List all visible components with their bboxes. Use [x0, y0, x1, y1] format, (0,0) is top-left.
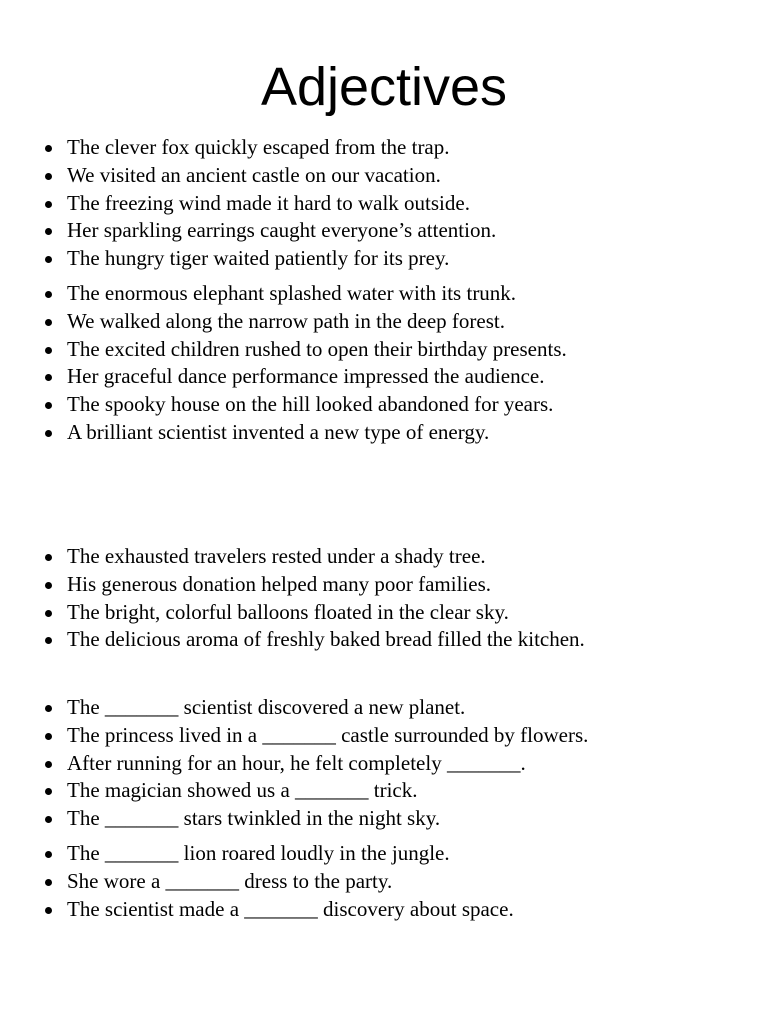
bullet-icon	[45, 788, 52, 795]
list-item-text: A brilliant scientist invented a new type of energy.	[67, 419, 490, 444]
list-item-text: Her sparkling earrings caught everyone’s attention.	[67, 218, 497, 243]
list-item	[0, 840, 514, 868]
bullet-icon	[45, 347, 52, 354]
list-item-text: His generous donation helped many poor families.	[67, 571, 491, 596]
list-item-text: The magician showed us a _______ trick.	[67, 778, 418, 803]
page-title: Adjectives	[260, 57, 508, 117]
list-item	[0, 245, 496, 273]
list-item	[0, 896, 514, 924]
list-item-text: The _______ stars twinkled in the night sky.	[67, 806, 441, 831]
bullet-icon	[45, 374, 52, 381]
bullet-icon	[45, 554, 52, 561]
bullet-icon	[45, 582, 52, 589]
bullet-icon	[45, 201, 52, 208]
list-item-text: We walked along the narrow path in the deep forest.	[67, 308, 505, 333]
list-item	[0, 750, 588, 778]
list-item	[0, 162, 496, 190]
list-item	[0, 868, 514, 896]
bullet-icon	[45, 907, 52, 914]
bullet-icon	[45, 610, 52, 617]
list-item	[0, 694, 588, 722]
list-item	[0, 571, 585, 599]
list-item	[0, 391, 567, 419]
bullet-icon	[45, 761, 52, 768]
bullet-icon	[45, 430, 52, 437]
list-item-text: The freezing wind made it hard to walk outside.	[67, 190, 470, 215]
list-item	[0, 134, 496, 162]
bullet-icon	[45, 291, 52, 298]
bullet-icon	[45, 879, 52, 886]
fill-in-list-2	[0, 840, 514, 923]
list-item	[0, 419, 567, 447]
list-item-text: We visited an ancient castle on our vacation.	[67, 162, 441, 187]
list-item	[0, 363, 567, 391]
list-item	[0, 217, 496, 245]
list-item-text: Her graceful dance performance impressed the audience.	[67, 364, 545, 389]
list-item	[0, 805, 588, 833]
list-item-text: The hungry tiger waited patiently for its prey.	[67, 246, 450, 271]
list-item-text: The exhausted travelers rested under a shady tree.	[67, 544, 486, 568]
bullet-icon	[45, 733, 52, 740]
list-item-text: The enormous elephant splashed water with its trunk.	[67, 281, 517, 305]
bullet-icon	[45, 851, 52, 858]
list-item-text: The spooky house on the hill looked abandoned for years.	[67, 392, 554, 417]
list-item	[0, 722, 588, 750]
bullet-icon	[45, 173, 52, 180]
list-item-text: The _______ lion roared loudly in the jungle.	[67, 841, 450, 865]
bullet-icon	[45, 705, 52, 712]
list-item-text: The bright, colorful balloons floated in the clear sky.	[67, 599, 509, 624]
list-item	[0, 777, 588, 805]
list-item	[0, 626, 585, 654]
list-item-text: The excited children rushed to open their birthday presents.	[67, 336, 567, 361]
sentence-list-1	[0, 134, 496, 273]
list-item-text: She wore a _______ dress to the party.	[67, 868, 393, 893]
fill-in-list-1	[0, 694, 588, 833]
sentence-list-2	[0, 280, 567, 447]
list-item-text: The _______ scientist discovered a new planet.	[67, 695, 466, 719]
bullet-icon	[45, 256, 52, 263]
list-item	[0, 308, 567, 336]
list-item	[0, 280, 567, 308]
list-item-text: The delicious aroma of freshly baked bread filled the kitchen.	[67, 627, 585, 652]
bullet-icon	[45, 145, 52, 152]
bullet-icon	[45, 228, 52, 235]
list-item-text: The scientist made a _______ discovery about space.	[67, 896, 514, 921]
list-item	[0, 336, 567, 364]
list-item	[0, 543, 585, 571]
bullet-icon	[45, 319, 52, 326]
bullet-icon	[45, 402, 52, 409]
list-item	[0, 190, 496, 218]
list-item-text: After running for an hour, he felt completely _______.	[67, 750, 526, 775]
list-item-text: The princess lived in a _______ castle surrounded by flowers.	[67, 722, 589, 747]
list-item	[0, 599, 585, 627]
bullet-icon	[45, 816, 52, 823]
list-item-text: The clever fox quickly escaped from the trap.	[67, 135, 450, 159]
sentence-list-3	[0, 543, 585, 654]
bullet-icon	[45, 637, 52, 644]
